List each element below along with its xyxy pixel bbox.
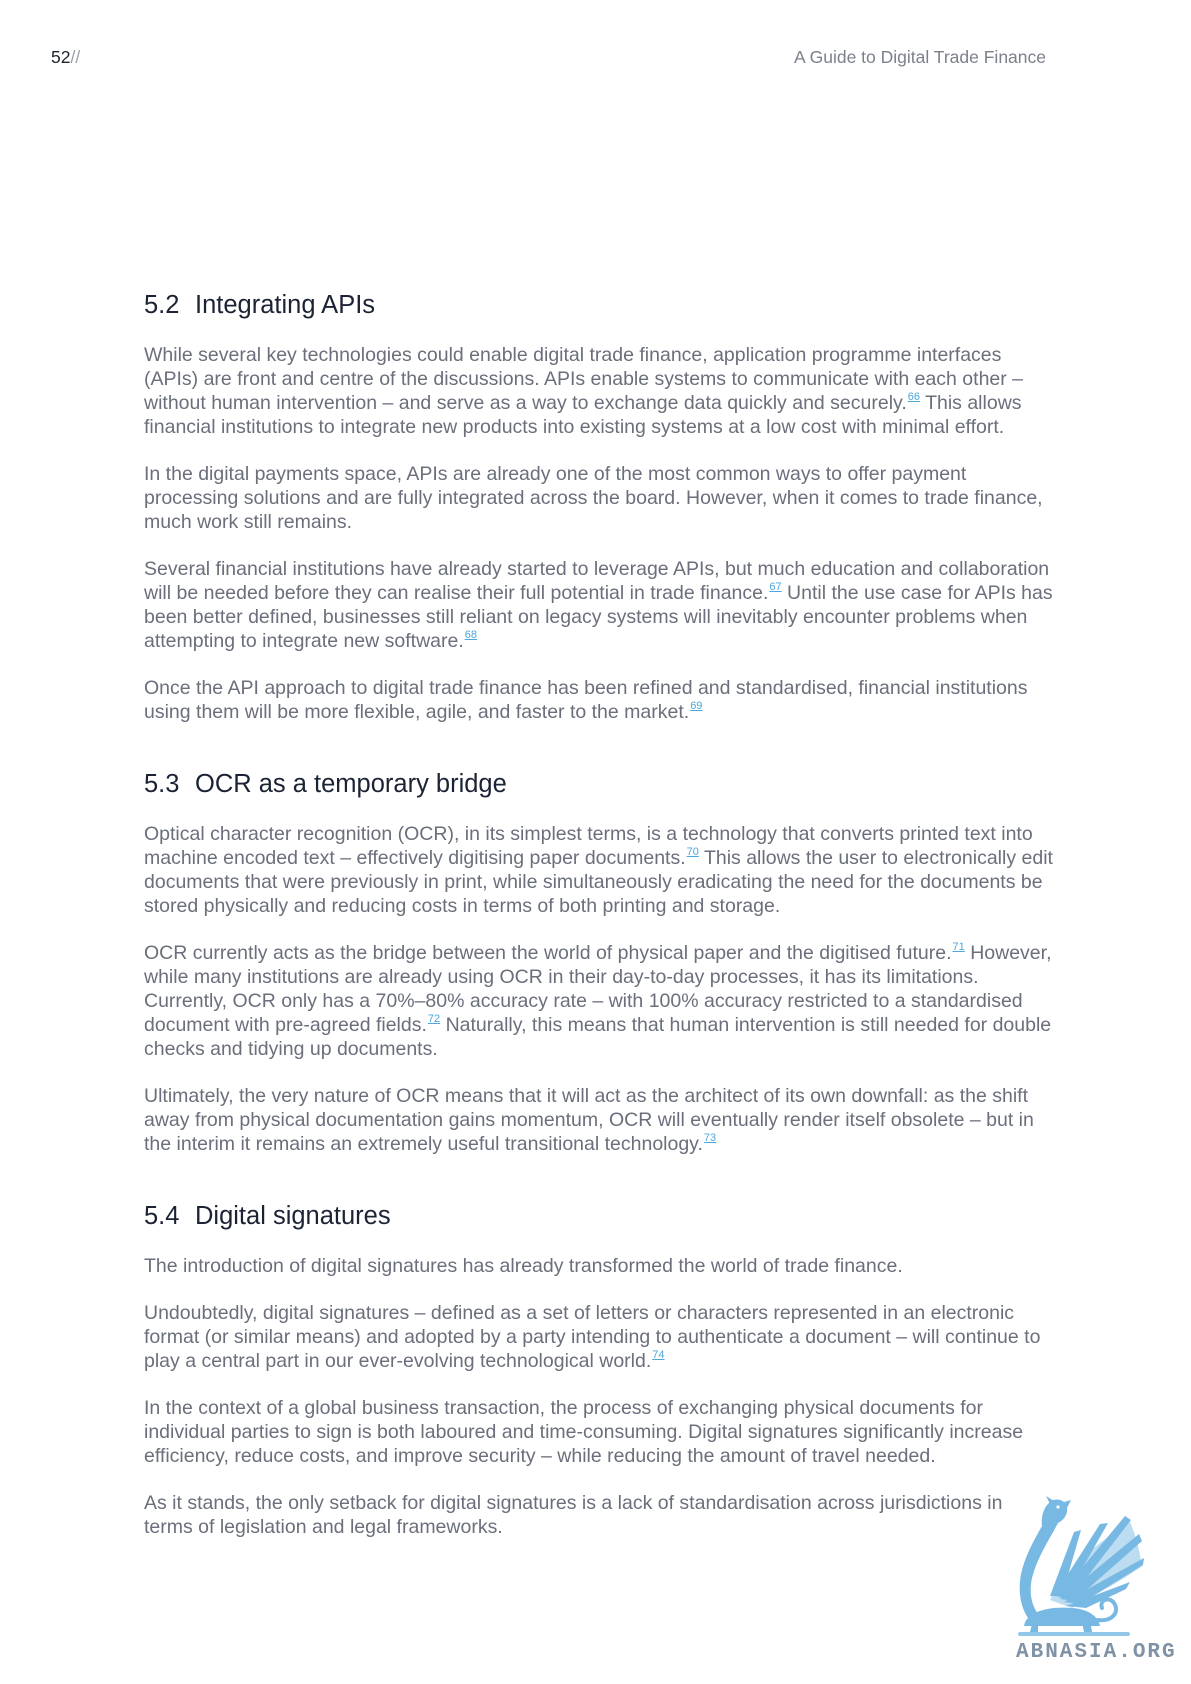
paragraph-text: Naturally, this means that human intervention is still needed for double checks and tidying up documents. — [144, 1014, 1052, 1060]
paragraph-text: Several financial institutions have already started to leverage APIs, but much education and collaboration will be needed before they can realise their full potential in trade finance. — [144, 558, 1050, 604]
paragraph-text: In the digital payments space, APIs are already one of the most common ways to offer payment processing solutions and are fully integrated across the board. However, when it comes to trade finance, much work still remains. — [144, 463, 1043, 533]
watermark-text: ABNASIA.ORG — [1016, 1641, 1177, 1664]
paragraph-text: In the context of a global business transaction, the process of exchanging physical documents for individual parties to sign is both laboured and time-consuming. Digital signatures significantly increase efficiency, reduce costs, and improve security – while reducing the amount of travel needed. — [144, 1397, 1024, 1467]
paragraph-text: OCR currently acts as the bridge between the world of physical paper and the digitised future. — [144, 942, 952, 964]
section-heading — [144, 768, 1054, 800]
paragraph — [144, 941, 1054, 1061]
section-title: Digital signatures — [195, 1202, 391, 1230]
page-number-value: 52 — [51, 47, 71, 67]
section-5-2 — [144, 289, 1054, 724]
footnote-ref-73[interactable]: 73 — [703, 1132, 717, 1145]
section-title: OCR as a temporary bridge — [195, 770, 507, 798]
footnote-ref-68[interactable]: 68 — [464, 629, 478, 642]
griffin-base — [1018, 1632, 1130, 1636]
page-number-separator: // — [70, 47, 81, 67]
paragraph-text: Once the API approach to digital trade finance has been refined and standardised, financial institutions using them will be more flexible, agile, and faster to the market. — [144, 677, 1028, 723]
section-heading — [144, 1200, 1054, 1232]
footnote-ref-74[interactable]: 74 — [652, 1349, 665, 1362]
page-number — [51, 46, 80, 68]
paragraph — [144, 1491, 1054, 1539]
paragraph — [144, 822, 1054, 918]
paragraph — [144, 1396, 1054, 1468]
paragraph-text: This allows the user to electronically edit documents that were previously in print, while simultaneously eradicating the need for the documents be stored physically and reducing costs in terms of both printing and storage. — [144, 847, 1053, 917]
paragraph-text: However, while many institutions are already using OCR in their day-to-day processes, it has its limitations. Currently, OCR only has a 70%–80% accuracy rate – with 100% accuracy restricted to a standardised document with pre-agreed fields. — [144, 942, 1052, 1036]
paragraph — [144, 1301, 1054, 1373]
footnote-ref-67[interactable]: 67 — [769, 581, 782, 594]
section-number: 5.4 — [144, 1202, 180, 1230]
paragraph — [144, 343, 1054, 439]
paragraph — [144, 462, 1054, 534]
footnote-ref-72[interactable]: 72 — [427, 1013, 441, 1026]
paragraph-text: Ultimately, the very nature of OCR means that it will act as the architect of its own downfall: as the shift away from physical documentation gains momentum, OCR will eventually render itself obsolete – but in the interim it remains an extremely useful transitional technology. — [144, 1085, 1034, 1155]
section-5-4 — [144, 1200, 1054, 1539]
running-title: A Guide to Digital Trade Finance — [794, 47, 1046, 67]
paragraph-text: The introduction of digital signatures has already transformed the world of trade finance. — [144, 1255, 903, 1277]
footnote-ref-70[interactable]: 70 — [686, 846, 699, 859]
griffin-wings — [1050, 1516, 1144, 1608]
paragraph-text: Until the use case for APIs has been better defined, businesses still reliant on legacy systems will inevitably encounter problems when attempting to integrate new software. — [144, 582, 1053, 652]
page-content — [144, 289, 1054, 1539]
section-number: 5.2 — [144, 291, 180, 319]
paragraph-text: This allows financial institutions to integrate new products into existing systems at a low cost with minimal effort. — [144, 392, 1022, 438]
footnote-ref-71[interactable]: 71 — [952, 941, 965, 954]
paragraph — [144, 1254, 1054, 1278]
paragraph — [144, 1084, 1054, 1156]
paragraph — [144, 557, 1054, 653]
paragraph-text: Undoubtedly, digital signatures – defined as a set of letters or characters represented in an electronic format (or similar means) and adopted by a party intending to authenticate a document – will continue to play a central part in our ever-evolving technological world. — [144, 1302, 1041, 1372]
paragraph — [144, 676, 1054, 724]
griffin-eye — [1056, 1505, 1059, 1508]
griffin-logo-icon — [1008, 1496, 1148, 1642]
section-title: Integrating APIs — [195, 291, 376, 319]
griffin-tail — [1098, 1599, 1116, 1620]
footnote-ref-66[interactable]: 66 — [907, 391, 921, 404]
paragraph-text: Optical character recognition (OCR), in its simplest terms, is a technology that converts printed text into machine encoded text – effectively digitising paper documents. — [144, 823, 1033, 869]
section-number: 5.3 — [144, 770, 180, 798]
section-5-3 — [144, 768, 1054, 1156]
paragraph-text: As it stands, the only setback for digital signatures is a lack of standardisation across jurisdictions in terms of legislation and legal frameworks. — [144, 1492, 1003, 1538]
footnote-ref-69[interactable]: 69 — [690, 700, 703, 713]
section-heading — [144, 289, 1054, 321]
paragraph-text: While several key technologies could enable digital trade finance, application programme interfaces (APIs) are front and centre of the discussions. APIs enable systems to communicate with each other – without human intervention – and serve as a way to exchange data quickly and securely. — [144, 344, 1024, 414]
